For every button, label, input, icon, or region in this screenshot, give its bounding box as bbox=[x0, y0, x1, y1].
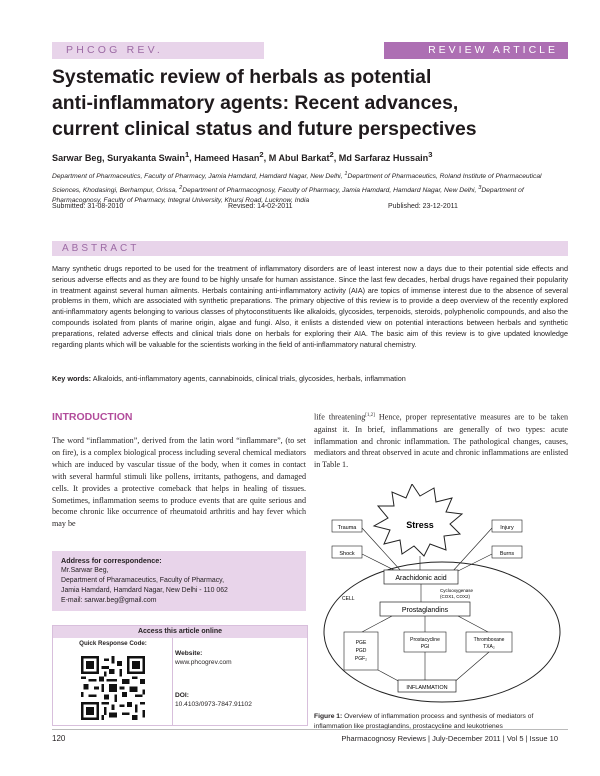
affil-sup: 3 bbox=[478, 184, 482, 191]
affil-text: Department of Pharmacognosy, Faculty of Pharmacy, Integral University, Khursi Road, Lucknow, India bbox=[52, 186, 524, 205]
inflammation-figure bbox=[322, 484, 568, 706]
correspondence-box bbox=[52, 551, 306, 611]
inflammation-label: INFLAMMATION bbox=[406, 685, 448, 691]
keywords-label: Key words: bbox=[52, 374, 92, 383]
revised-date: Revised: 14-02-2011 bbox=[228, 203, 293, 210]
page-footer bbox=[52, 729, 568, 748]
intro-column-2 bbox=[314, 410, 568, 471]
affiliations bbox=[52, 169, 572, 207]
journal-citation: Pharmacognosy Reviews | July-December 2011 | Vol 5 | Issue 10 bbox=[341, 734, 558, 743]
doi-link[interactable]: 10.4103/0973-7847.91102 bbox=[175, 701, 252, 708]
abstract-heading-band bbox=[52, 241, 568, 256]
author-sup: 1 bbox=[184, 150, 190, 159]
author-sup: 2 bbox=[259, 150, 264, 159]
cyclooxygenase-label: Cyclooxygenase bbox=[440, 588, 474, 593]
pgf-label: PGF₂ bbox=[354, 656, 368, 662]
figure-caption-label: Figure 1: bbox=[314, 713, 343, 720]
article-title bbox=[52, 64, 572, 142]
abstract-text: Many synthetic drugs reported to be used for the treatment of inflammatory disorders are of least interest now a days due to their potential side effects and serious adverse effects and as they are found to be highly unsafe for human assistance. Since the last few decades, herbal drugs have regained their popularity in treatment against several human ailments. Herbals containing anti-inflammatory activity (AIA) are topics of immense interest due to the absence of several problems in them, which are associated with synthetic preparations. The primary objective of this review is to provide a deep overview of the recently explored anti-inflammatory agents belonging to various classes of phytoconstituents like alkaloids, glycosides, terpenoids, steroids, polyphenolic compounds, and also the compounds isolated from plants of marine origin, algae and fungi. Also, it enlists a distended view on potential interactions between herbals and synthetic preparations, related adverse effects and clinical trials done on herbals for exploring their AIA. The basic aim of this review is to give updated knowledge regarding plants which will be valuable for the scientists working in the field of anti-inflammatory natural chemistry. bbox=[52, 264, 568, 349]
injury-label: Injury bbox=[500, 525, 514, 531]
shock-label: Shock bbox=[339, 551, 355, 557]
author-text: Sarwar Beg, Suryakanta Swain bbox=[52, 153, 185, 164]
author-text: , M Abul Barkat bbox=[263, 153, 330, 164]
correspondence-email[interactable]: E-mail: sarwar.beg@gmail.com bbox=[61, 597, 157, 604]
author-text: , Md Sarfaraz Hussain bbox=[333, 153, 429, 164]
txa-label: TXA₂ bbox=[483, 644, 495, 650]
pgi-label: PGI bbox=[420, 644, 430, 650]
pgd-label: PGD bbox=[355, 648, 367, 654]
correspondence-line: Department of Pharamaceutics, Faculty of Pharmacy, bbox=[61, 577, 225, 584]
pge-label: PGE bbox=[355, 640, 367, 646]
section-header-band bbox=[384, 42, 568, 59]
author-sup: 2 bbox=[329, 150, 334, 159]
page-number: 120 bbox=[52, 734, 66, 743]
affil-text: Department of Pharmaceutics, Roland Institute of Pharmaceutical Sciences, Khodasingi, Berhampur, Orissa, bbox=[52, 173, 542, 194]
introduction-heading: INTRODUCTION bbox=[52, 411, 133, 423]
access-divider bbox=[172, 638, 173, 725]
affil-sup: 1 bbox=[344, 171, 348, 177]
website-label: Website: bbox=[175, 650, 203, 657]
title-line: anti-inflammatory agents: Recent advances, bbox=[52, 92, 459, 114]
qr-code-label: Quick Response Code: bbox=[79, 640, 147, 647]
published-date: Published: 23-12-2011 bbox=[388, 203, 458, 210]
arachidonic-label: Arachidonic acid bbox=[395, 575, 447, 582]
website-link[interactable]: www.phcogrev.com bbox=[175, 659, 232, 666]
stress-label: Stress bbox=[406, 520, 434, 530]
correspondence-label: Address for correspondence: bbox=[61, 556, 162, 565]
cell-label: CELL bbox=[342, 596, 355, 602]
doi-label: DOI: bbox=[175, 692, 189, 699]
keywords bbox=[52, 374, 568, 383]
affil-text: Department of Pharmacognosy, Faculty of Pharmacy, Jamia Hamdard, Hamdard Nagar, New Delhi, bbox=[182, 186, 479, 194]
correspondence-line: Mr.Sarwar Beg, bbox=[61, 567, 109, 574]
submitted-date: Submitted: 31-08-2010 bbox=[52, 203, 124, 210]
burns-label: Burns bbox=[499, 551, 515, 557]
journal-abbrev: PHCOG REV. bbox=[66, 44, 163, 56]
body-text: Hence, proper representative measures are to be taken against it. In brief, inflammations are generally of two types: acute inflammation and chronic inflammation. The pathological changes, causes, mediators and threat observed in acute and chronic inflammations are enlisted in Table 1. bbox=[314, 412, 569, 470]
journal-header-band bbox=[52, 42, 264, 59]
body-text: life threatening bbox=[314, 412, 366, 422]
affil-sup: 2 bbox=[179, 184, 183, 191]
access-online-box bbox=[52, 625, 308, 726]
qr-code-image[interactable] bbox=[81, 656, 145, 720]
thromboxane-label: Thromboxane bbox=[473, 637, 505, 643]
author-sup: 3 bbox=[428, 150, 433, 159]
intro-column-1: The word “inflammation”, derived from the latin word “inflammare”, (to set on fire), is a complex biological process including several chemical mediators which are induced by vascular tissue of the body, when it comes in contact with several harmful stimuli like pollens, irritants, pathogens, and damaged cells. It provides a protective comeback that helps in healing of tissues. Sometimes, inflammation seems to produce events that are quite serious and become chronic like occurrence of rheumatoid arthritis and hay fever which may be bbox=[52, 436, 306, 529]
figure-caption-text: Overview of inflammation process and synthesis of mediators of inflammation like prostaglandins, prostacycline and leukotrienes bbox=[314, 713, 534, 730]
author-text: , Hameed Hasan bbox=[189, 153, 260, 164]
title-line: current clinical status and future perspectives bbox=[52, 118, 477, 140]
cox-label: (COX1, COX2) bbox=[440, 594, 471, 599]
citation-ref[interactable]: [1,2] bbox=[365, 413, 375, 418]
abstract-heading: ABSTRACT bbox=[62, 243, 140, 254]
trauma-label: Trauma bbox=[337, 525, 357, 531]
article-type: REVIEW ARTICLE bbox=[428, 44, 558, 56]
keywords-list: Alkaloids, anti-inflammatory agents, cannabinoids, clinical trials, glycosides, herbals, inflammation bbox=[91, 374, 406, 383]
prostacycline-label: Prostacycline bbox=[410, 637, 440, 643]
prostaglandins-label: Prostaglandins bbox=[401, 607, 449, 614]
correspondence-line: Jamia Hamdard, Hamdard Nagar, New Delhi - 110 062 bbox=[61, 587, 228, 594]
author-list bbox=[52, 150, 572, 163]
affil-text: Department of Pharmaceutics, Faculty of Pharmacy, Jamia Hamdard, Hamdard Nagar, New Delhi, bbox=[52, 173, 345, 181]
title-line: Systematic review of herbals as potential bbox=[52, 66, 432, 88]
access-heading: Access this article online bbox=[53, 626, 307, 638]
